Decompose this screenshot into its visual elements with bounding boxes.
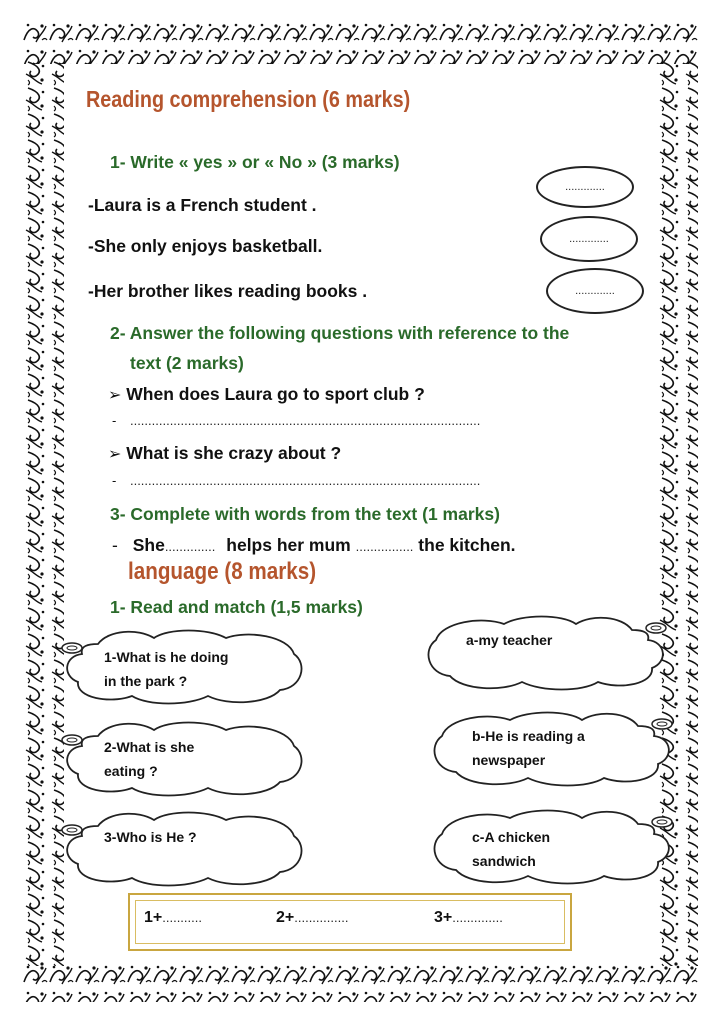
match-left-1-line1: 1-What is he doing [104,649,229,665]
match-answer-3-blank: .............. [452,910,503,925]
q2-answer-line-1[interactable] [112,413,480,428]
q3-heading: 3- Complete with words from the text (1 marks) [110,504,500,524]
q3-text-a: She [132,535,165,555]
match-answer-2-blank: ............... [294,910,349,925]
q2-question-1 [108,384,425,405]
q2-answer-line-2[interactable] [112,473,480,488]
match-right-a[interactable] [466,628,552,652]
q2-question-1-text: When does Laura go to sport club ? [126,384,425,404]
dash: - [112,473,117,488]
match-answer-1[interactable] [144,909,202,927]
q2-question-2-text: What is she crazy about ? [126,443,342,463]
arrow-bullet-icon: ➢ [108,446,122,463]
thought-cloud-icon [424,612,672,692]
match-right-c-line1: c-A chicken [472,829,551,845]
dotted-line: ................................................................................................. [129,473,481,488]
match-heading: 1- Read and match (1,5 marks) [110,597,363,617]
q3-blank-a[interactable]: .............. [164,539,216,554]
border-top-icon [22,20,698,64]
answer-oval-2[interactable] [540,216,638,262]
answer-oval-1-blank: ............. [565,181,605,193]
q2-heading-line1: 2- Answer the following questions with reference to the [110,323,570,343]
match-right-c[interactable] [472,825,550,873]
match-left-2-line1: 2-What is she [104,739,195,755]
match-right-b-line1: b-He is reading a [472,728,585,744]
q3-text-c: the kitchen. [418,535,516,555]
match-left-2[interactable] [104,735,194,783]
match-left-2-line2: eating ? [104,763,158,779]
q2-question-2 [108,443,341,464]
q3-blank-b[interactable]: ................ [355,539,414,554]
match-left-1-line2: in the park ? [104,673,188,689]
language-title: language (8 marks) [128,558,317,585]
dash: - [112,535,118,555]
match-right-b-line2: newspaper [472,752,546,768]
answer-oval-3-blank: ............. [575,285,615,297]
dash: - [112,413,117,428]
match-answer-2-label: 2+ [276,909,295,926]
match-answer-2[interactable] [276,909,348,927]
match-left-3[interactable] [104,825,197,849]
reading-title: Reading comprehension (6 marks) [86,86,411,112]
thought-cloud-icon [430,806,678,886]
answer-oval-1[interactable] [536,166,634,208]
statement-3: -Her brother likes reading books . [88,281,368,301]
match-left-3-line1: 3-Who is He ? [104,829,197,845]
match-right-a-line1: a-my teacher [466,632,553,648]
statement-2: -She only enjoys basketball. [88,236,323,256]
match-answer-3-label: 3+ [434,909,453,926]
q1-heading: 1- Write « yes » or « No » (3 marks) [110,152,400,172]
border-bottom-icon [22,962,698,1002]
answer-oval-2-blank: ............. [569,233,609,245]
answer-oval-3[interactable] [546,268,644,314]
match-right-c-line2: sandwich [472,853,536,869]
match-answer-1-blank: ........... [162,910,202,925]
match-answer-3[interactable] [434,909,503,927]
q3-text-b: helps her mum [226,535,351,555]
statement-1: -Laura is a French student . [88,195,317,215]
match-answer-1-label: 1+ [144,909,163,926]
arrow-bullet-icon: ➢ [108,387,122,404]
q2-heading-line2: text (2 marks) [130,353,244,373]
match-right-b[interactable] [472,724,585,772]
dotted-line: ................................................................................................. [129,413,481,428]
q3-sentence [112,535,516,556]
match-left-1[interactable] [104,645,228,693]
